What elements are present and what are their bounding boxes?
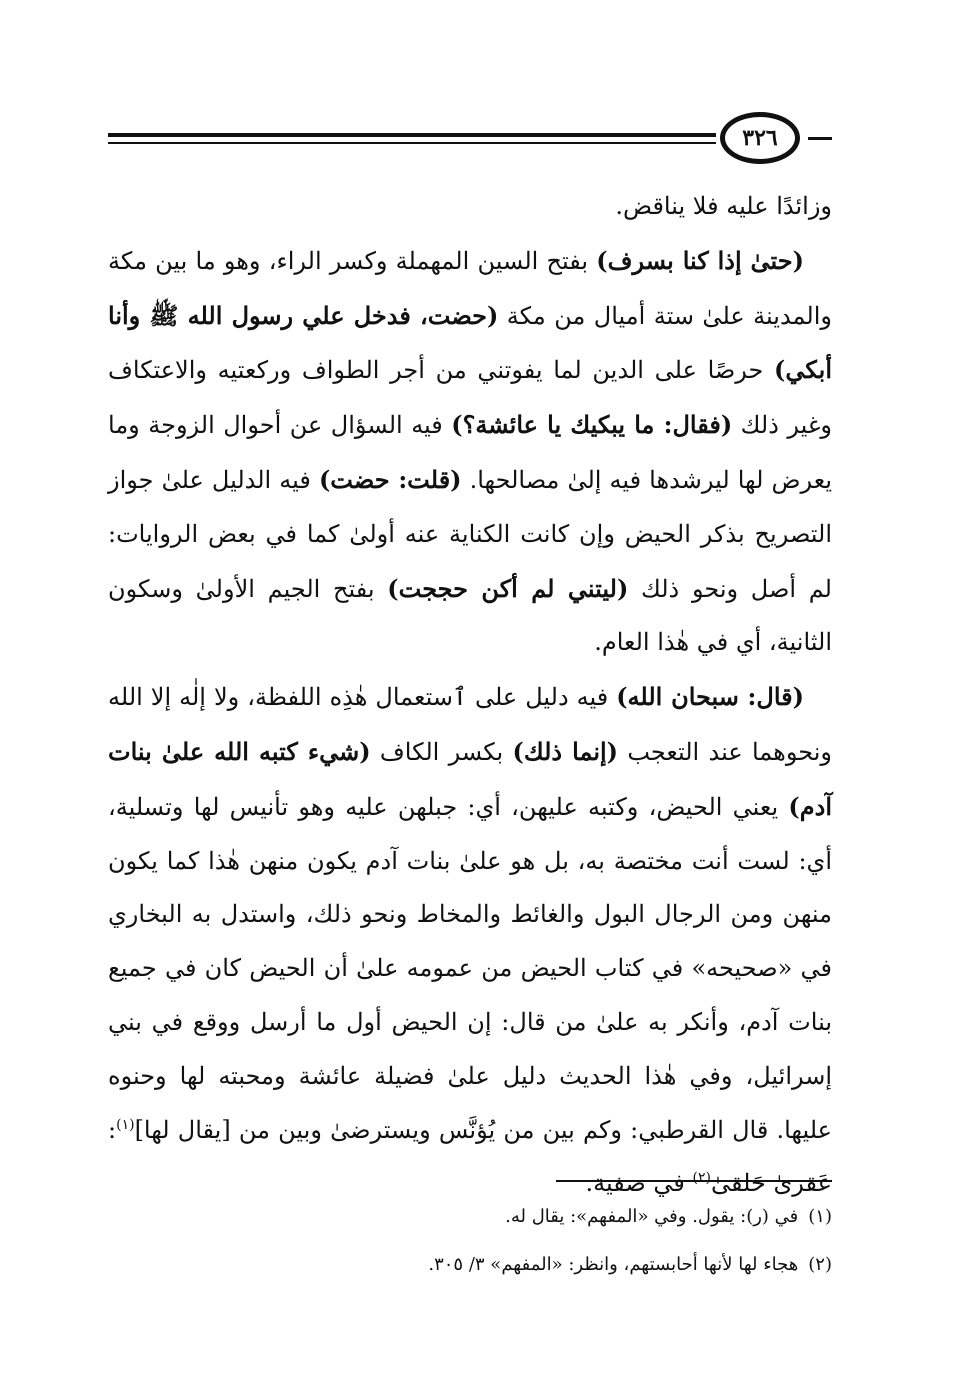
segment: (فقال: ما يبكيك يا عائشة؟) [451,410,733,440]
footnote-number: (٢) [808,1254,832,1275]
footnote-ref-2: (٢) [692,1170,711,1187]
paragraph-3 [108,670,832,1211]
segment: (إنما ذلك) [512,736,619,766]
paragraph-2 [108,234,832,670]
page-header [108,112,832,182]
footnotes [108,1193,832,1289]
segment: (قال: سبحان الله) [616,682,804,712]
header-rule-thick [108,133,716,137]
segment: : عَقرىٰ حَلقىٰ [108,1115,832,1198]
header-rule-right [808,137,832,140]
segment: (ليتني لم أكن حججت) [387,573,629,603]
segment: حرصًا على الدين لما يفوتني من أجر الطواف وركعتيه والاعتكاف وغير ذلك [108,356,833,440]
footnote-1 [108,1193,832,1241]
segment: (حتىٰ إذا كنا بسرف) [596,245,804,275]
footnote-text: في (ر): يقول. وفي «المفهم»: يقال له. [505,1206,799,1227]
footnote-text: هجاء لها لأنها أحابستهم، وانظر: «المفهم» ٣/ ٣٠٥. [428,1254,799,1275]
header-rule-thin [108,142,716,144]
segment: فيه الدليل علىٰ جواز التصريح بذكر الحيض وإن كانت الكناية عنه أولىٰ كما في بعض الروايات: لم أصل ونحو ذلك [108,465,832,603]
segment: (قلت: حضت) [318,464,462,494]
segment: (شيء كتبه الله علىٰ بنات آدم) [108,736,832,821]
segment: (حضت، فدخل علي رسول الله ﷺ وأنا أبكي) [108,300,832,385]
segment: بفتح الجيم الأولىٰ وسكون الثانية، أي في هٰذا العام. [108,574,832,657]
segment: فيه السؤال عن أحوال الزوجة وما يعرض لها ليرشدها فيه إلىٰ مصالحها. [108,411,833,494]
footnote-2 [108,1241,832,1289]
footnote-separator [556,1180,832,1182]
segment: يعني الحيض، وكتبه عليهن، أي: جبلهن عليه وهو تأنيس لها وتسلية، أي: لست أنت مختصة به، بل هو علىٰ بنات آدم يكون منهن هٰذا كما يكون منهن ومن الرجال البول والغائط والمخاط ونحو ذلك، واستدل به البخاري في «صحيحه» في كتاب الحيض من عمومه علىٰ أن الحيض كان في جميع بنات آدم، وأنكر به علىٰ من قال: إن الحيض أول ما أرسل ووقع في بني إسرائيل، وفي هٰذا الحديث دليل علىٰ فضيلة عائشة ومحبته لها وحنوه عليها. قال القرطبي: وكم بين من يُؤنَّس ويسترضىٰ وبين من [يقال لها] [108,792,833,1144]
segment: بفتح السين المهملة وكسر الراء، وهو ما بين مكة والمدينة علىٰ ستة أميال من مكة [108,246,832,330]
footnote-ref-1: (١) [116,1116,135,1133]
paragraph-1: وزائدًا عليه فلا يناقض. [615,192,832,220]
main-text [108,180,832,1211]
segment: في صفية. [585,1169,693,1198]
segment: فيه دليل على ٱستعمال هٰذِه اللفظة، ولا إلٰه إلا الله ونحوهما عند التعجب [108,683,833,766]
footnote-number: (١) [808,1206,832,1227]
segment: بكسر الكاف [370,737,513,766]
page-number: ٣٢٦ [720,112,800,164]
